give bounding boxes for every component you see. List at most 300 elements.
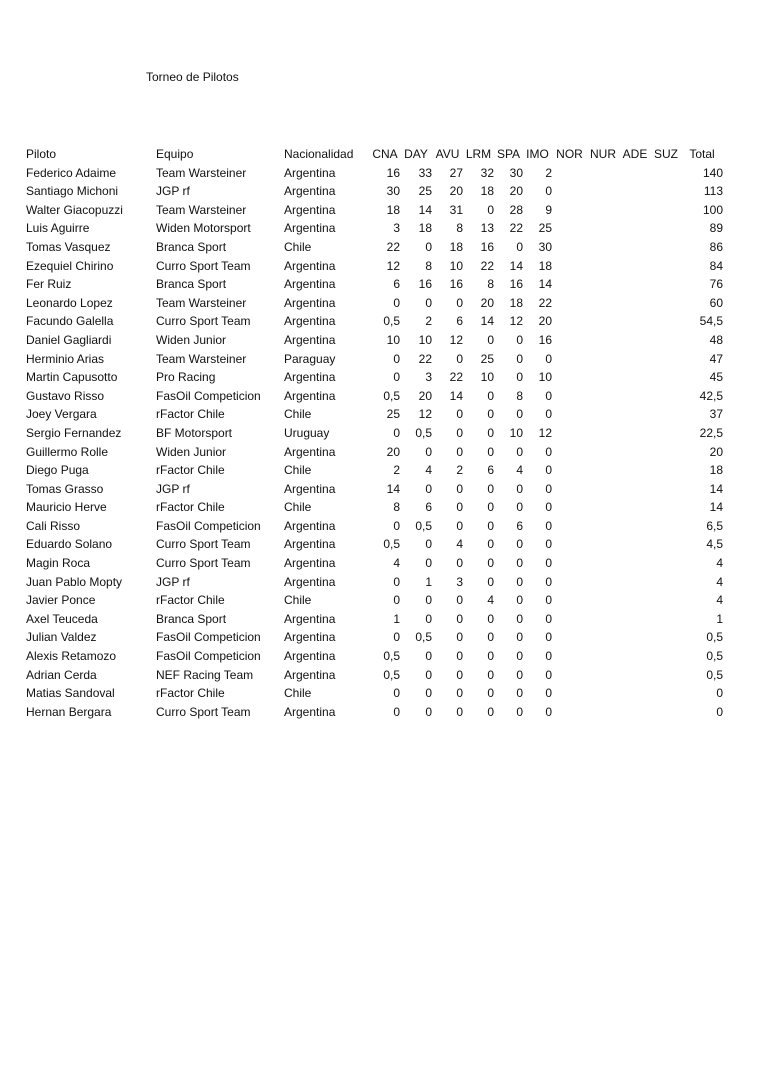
cell-cna: 1 (393, 611, 400, 626)
cell-cna: 16 (386, 165, 400, 180)
cell-piloto: Julian Valdez (26, 630, 97, 645)
table-row (24, 443, 723, 462)
cell-lrm: 0 (487, 388, 494, 403)
cell-lrm: 16 (480, 239, 494, 254)
cell-total: 60 (709, 295, 723, 310)
cell-ade (619, 164, 651, 183)
cell-nor (552, 684, 587, 703)
cell-suz (651, 424, 681, 443)
cell-piloto: Joey Vergara (26, 407, 97, 422)
cell-imo: 0 (545, 407, 552, 422)
cell-spa: 0 (516, 407, 523, 422)
cell-cna: 18 (386, 202, 400, 217)
cell-ade (619, 573, 651, 592)
table-row (24, 275, 723, 294)
cell-lrm: 25 (480, 351, 494, 366)
cell-nor (552, 368, 587, 387)
cell-equipo: FasOil Competicion (156, 630, 261, 645)
cell-nacionalidad: Argentina (284, 611, 336, 626)
cell-piloto: Gustavo Risso (26, 388, 105, 403)
table-row (24, 350, 723, 369)
cell-piloto: Leonardo Lopez (26, 295, 113, 310)
cell-nur (587, 294, 619, 313)
cell-equipo: FasOil Competicion (156, 518, 261, 533)
cell-equipo: Team Warsteiner (156, 351, 247, 366)
cell-ade (619, 275, 651, 294)
header-spa: SPA (496, 147, 521, 161)
cell-ade (619, 703, 651, 722)
cell-spa: 30 (509, 165, 523, 180)
cell-imo: 0 (545, 667, 552, 682)
cell-ade (619, 424, 651, 443)
cell-imo: 22 (538, 295, 552, 310)
cell-spa: 12 (509, 314, 523, 329)
cell-suz (651, 387, 681, 406)
cell-nor (552, 312, 587, 331)
standings-table (24, 145, 723, 721)
cell-nur (587, 610, 619, 629)
cell-imo: 0 (545, 444, 552, 459)
cell-cna: 0 (393, 295, 400, 310)
cell-total: 0 (716, 704, 723, 719)
cell-nur (587, 164, 619, 183)
cell-lrm: 20 (480, 295, 494, 310)
cell-ade (619, 591, 651, 610)
table-row (24, 424, 723, 443)
cell-lrm: 13 (480, 221, 494, 236)
cell-day: 0 (425, 649, 432, 664)
cell-day: 0 (425, 295, 432, 310)
cell-total: 113 (703, 184, 723, 199)
cell-nur (587, 554, 619, 573)
cell-equipo: Curro Sport Team (156, 314, 251, 329)
cell-total: 14 (709, 500, 723, 515)
cell-cna: 22 (386, 239, 400, 254)
cell-piloto: Alexis Retamozo (26, 649, 117, 664)
header-cna: CNA (372, 147, 398, 161)
cell-suz (651, 443, 681, 462)
cell-nur (587, 201, 619, 220)
cell-spa: 0 (516, 593, 523, 608)
cell-avu: 8 (456, 221, 463, 236)
header-imo: IMO (526, 147, 549, 161)
cell-nacionalidad: Chile (284, 686, 312, 701)
cell-nor (552, 201, 587, 220)
header-day: DAY (404, 147, 428, 161)
cell-avu: 0 (456, 611, 463, 626)
cell-equipo: Pro Racing (156, 370, 216, 385)
cell-avu: 16 (449, 277, 463, 292)
cell-cna: 0,5 (383, 537, 400, 552)
cell-avu: 0 (456, 481, 463, 496)
cell-cna: 12 (386, 258, 400, 273)
cell-nur (587, 535, 619, 554)
cell-lrm: 6 (487, 463, 494, 478)
table-row (24, 331, 723, 350)
cell-lrm: 0 (487, 704, 494, 719)
table-row (24, 182, 723, 201)
cell-suz (651, 684, 681, 703)
cell-suz (651, 535, 681, 554)
cell-ade (619, 312, 651, 331)
cell-nur (587, 238, 619, 257)
cell-cna: 8 (393, 500, 400, 515)
cell-nor (552, 498, 587, 517)
cell-total: 140 (702, 165, 723, 180)
cell-piloto: Fer Ruiz (26, 277, 72, 292)
cell-cna: 0 (393, 518, 400, 533)
cell-spa: 0 (516, 574, 523, 589)
cell-spa: 0 (516, 332, 523, 347)
cell-total: 4 (716, 556, 723, 571)
header-nacionalidad: Nacionalidad (284, 147, 354, 161)
cell-nor (552, 461, 587, 480)
cell-avu: 10 (449, 258, 463, 273)
cell-piloto: Daniel Gagliardi (26, 332, 112, 347)
cell-ade (619, 610, 651, 629)
cell-nur (587, 517, 619, 536)
cell-total: 42,5 (699, 388, 723, 403)
cell-suz (651, 666, 681, 685)
cell-nur (587, 703, 619, 722)
cell-spa: 8 (516, 388, 523, 403)
cell-nor (552, 257, 587, 276)
cell-lrm: 14 (480, 314, 494, 329)
table-row (24, 368, 723, 387)
cell-day: 6 (425, 500, 432, 515)
cell-suz (651, 480, 681, 499)
cell-piloto: Walter Giacopuzzi (26, 202, 123, 217)
cell-ade (619, 182, 651, 201)
cell-lrm: 0 (487, 556, 494, 571)
cell-total: 4 (716, 593, 723, 608)
cell-lrm: 4 (487, 593, 494, 608)
cell-day: 0 (425, 239, 432, 254)
cell-day: 0 (425, 593, 432, 608)
cell-piloto: Federico Adaime (26, 165, 117, 180)
cell-nur (587, 312, 619, 331)
cell-spa: 4 (516, 463, 523, 478)
cell-nur (587, 368, 619, 387)
cell-total: 47 (709, 351, 723, 366)
cell-equipo: JGP rf (156, 574, 190, 589)
cell-lrm: 0 (487, 425, 494, 440)
cell-suz (651, 219, 681, 238)
cell-nur (587, 591, 619, 610)
cell-equipo: FasOil Competicion (156, 388, 261, 403)
cell-ade (619, 498, 651, 517)
cell-spa: 0 (516, 537, 523, 552)
cell-avu: 0 (456, 500, 463, 515)
cell-cna: 0,5 (383, 388, 400, 403)
cell-nacionalidad: Argentina (284, 332, 336, 347)
cell-imo: 0 (545, 574, 552, 589)
cell-day: 0 (425, 667, 432, 682)
cell-cna: 0 (393, 630, 400, 645)
cell-piloto: Guillermo Rolle (26, 444, 109, 459)
cell-avu: 0 (456, 593, 463, 608)
cell-day: 20 (418, 388, 432, 403)
cell-imo: 0 (545, 686, 552, 701)
cell-imo: 0 (545, 388, 552, 403)
cell-ade (619, 684, 651, 703)
cell-suz (651, 238, 681, 257)
cell-total: 22,5 (699, 425, 723, 440)
cell-avu: 0 (456, 518, 463, 533)
cell-spa: 18 (509, 295, 523, 310)
header-nor: NOR (556, 147, 583, 161)
cell-equipo: Widen Junior (156, 332, 227, 347)
cell-spa: 0 (516, 481, 523, 496)
cell-equipo: Curro Sport Team (156, 537, 251, 552)
table-row (24, 684, 723, 703)
cell-nor (552, 480, 587, 499)
cell-piloto: Santiago Michoni (26, 184, 119, 199)
cell-cna: 6 (393, 277, 400, 292)
cell-nacionalidad: Argentina (284, 202, 336, 217)
cell-total: 76 (709, 277, 723, 292)
cell-spa: 0 (516, 370, 523, 385)
cell-imo: 2 (545, 165, 552, 180)
cell-equipo: Branca Sport (156, 239, 227, 254)
cell-avu: 0 (456, 686, 463, 701)
cell-nor (552, 535, 587, 554)
cell-nor (552, 405, 587, 424)
cell-piloto: Tomas Grasso (26, 481, 104, 496)
cell-suz (651, 461, 681, 480)
cell-spa: 0 (516, 556, 523, 571)
cell-total: 54,5 (699, 314, 723, 329)
cell-imo: 25 (538, 221, 552, 236)
cell-spa: 0 (516, 239, 523, 254)
cell-nacionalidad: Argentina (284, 704, 336, 719)
cell-avu: 0 (456, 556, 463, 571)
cell-suz (651, 275, 681, 294)
cell-lrm: 22 (480, 258, 494, 273)
cell-suz (651, 647, 681, 666)
cell-equipo: Curro Sport Team (156, 704, 251, 719)
cell-day: 0 (425, 444, 432, 459)
cell-nacionalidad: Argentina (284, 667, 336, 682)
cell-imo: 0 (545, 593, 552, 608)
cell-ade (619, 257, 651, 276)
cell-cna: 0 (393, 370, 400, 385)
cell-imo: 16 (538, 332, 552, 347)
cell-equipo: Team Warsteiner (156, 165, 247, 180)
cell-nur (587, 424, 619, 443)
cell-nacionalidad: Argentina (284, 258, 336, 273)
cell-total: 86 (709, 239, 723, 254)
cell-ade (619, 331, 651, 350)
cell-total: 48 (709, 332, 723, 347)
cell-nur (587, 275, 619, 294)
cell-total: 20 (709, 444, 723, 459)
cell-ade (619, 387, 651, 406)
cell-piloto: Eduardo Solano (26, 537, 113, 552)
cell-nur (587, 628, 619, 647)
cell-ade (619, 201, 651, 220)
cell-nur (587, 405, 619, 424)
cell-cna: 0 (393, 704, 400, 719)
cell-lrm: 0 (487, 649, 494, 664)
cell-suz (651, 350, 681, 369)
cell-equipo: JGP rf (156, 184, 190, 199)
cell-cna: 0 (393, 425, 400, 440)
cell-lrm: 10 (480, 370, 494, 385)
cell-avu: 22 (449, 370, 463, 385)
cell-nacionalidad: Argentina (284, 295, 336, 310)
cell-nor (552, 331, 587, 350)
cell-total: 6,5 (706, 518, 723, 533)
cell-nacionalidad: Argentina (284, 388, 336, 403)
cell-imo: 0 (545, 630, 552, 645)
cell-ade (619, 554, 651, 573)
cell-avu: 4 (456, 537, 463, 552)
cell-avu: 0 (456, 704, 463, 719)
cell-nacionalidad: Chile (284, 500, 312, 515)
cell-equipo: Team Warsteiner (156, 202, 247, 217)
cell-cna: 0,5 (383, 314, 400, 329)
cell-lrm: 0 (487, 630, 494, 645)
cell-nor (552, 628, 587, 647)
cell-avu: 0 (456, 630, 463, 645)
cell-equipo: rFactor Chile (156, 593, 225, 608)
table-row (24, 610, 723, 629)
cell-suz (651, 312, 681, 331)
cell-day: 10 (418, 332, 432, 347)
table-row (24, 238, 723, 257)
cell-avu: 2 (456, 463, 463, 478)
cell-nor (552, 610, 587, 629)
cell-imo: 18 (538, 258, 552, 273)
cell-cna: 0 (393, 686, 400, 701)
cell-total: 0,5 (706, 630, 723, 645)
cell-nor (552, 517, 587, 536)
cell-nor (552, 164, 587, 183)
cell-suz (651, 498, 681, 517)
cell-nor (552, 647, 587, 666)
cell-suz (651, 257, 681, 276)
cell-equipo: Curro Sport Team (156, 556, 251, 571)
cell-nacionalidad: Chile (284, 463, 312, 478)
cell-suz (651, 517, 681, 536)
cell-total: 84 (709, 258, 723, 273)
cell-cna: 0,5 (383, 649, 400, 664)
table-row (24, 480, 723, 499)
cell-day: 16 (418, 277, 432, 292)
cell-ade (619, 405, 651, 424)
cell-nor (552, 350, 587, 369)
cell-ade (619, 219, 651, 238)
cell-equipo: Branca Sport (156, 611, 227, 626)
cell-nacionalidad: Chile (284, 239, 312, 254)
cell-spa: 0 (516, 630, 523, 645)
cell-nur (587, 480, 619, 499)
cell-avu: 0 (456, 649, 463, 664)
cell-nur (587, 331, 619, 350)
cell-ade (619, 294, 651, 313)
cell-equipo: Curro Sport Team (156, 258, 251, 273)
cell-cna: 2 (393, 463, 400, 478)
cell-day: 14 (418, 202, 432, 217)
cell-nacionalidad: Argentina (284, 649, 336, 664)
cell-piloto: Luis Aguirre (26, 221, 90, 236)
cell-ade (619, 628, 651, 647)
cell-suz (651, 610, 681, 629)
cell-day: 33 (418, 165, 432, 180)
cell-day: 1 (425, 574, 432, 589)
cell-avu: 31 (449, 202, 463, 217)
cell-nacionalidad: Argentina (284, 518, 336, 533)
cell-spa: 0 (516, 649, 523, 664)
cell-ade (619, 461, 651, 480)
cell-nacionalidad: Argentina (284, 556, 336, 571)
cell-lrm: 0 (487, 407, 494, 422)
cell-lrm: 18 (480, 184, 494, 199)
cell-piloto: Facundo Galella (26, 314, 114, 329)
cell-nur (587, 461, 619, 480)
cell-spa: 0 (516, 686, 523, 701)
header-equipo: Equipo (156, 147, 194, 161)
cell-piloto: Juan Pablo Mopty (26, 574, 123, 589)
cell-imo: 0 (545, 481, 552, 496)
cell-total: 0,5 (706, 649, 723, 664)
cell-total: 18 (709, 463, 723, 478)
header-nur: NUR (590, 147, 616, 161)
cell-day: 12 (418, 407, 432, 422)
cell-piloto: Diego Puga (26, 463, 89, 478)
cell-spa: 0 (516, 351, 523, 366)
cell-imo: 9 (545, 202, 552, 217)
table-row (24, 703, 723, 722)
cell-piloto: Javier Ponce (26, 593, 96, 608)
cell-nur (587, 647, 619, 666)
cell-piloto: Tomas Vasquez (26, 239, 111, 254)
cell-ade (619, 647, 651, 666)
cell-equipo: Widen Motorsport (156, 221, 251, 236)
cell-lrm: 0 (487, 611, 494, 626)
cell-imo: 0 (545, 500, 552, 515)
table-row (24, 628, 723, 647)
table-row (24, 647, 723, 666)
cell-cna: 10 (386, 332, 400, 347)
cell-nur (587, 387, 619, 406)
cell-nacionalidad: Argentina (284, 165, 336, 180)
cell-suz (651, 591, 681, 610)
cell-cna: 3 (393, 221, 400, 236)
page-title: Torneo de Pilotos (146, 70, 239, 84)
cell-day: 0 (425, 481, 432, 496)
header-lrm: LRM (465, 147, 492, 161)
cell-ade (619, 480, 651, 499)
cell-lrm: 8 (487, 277, 494, 292)
cell-nur (587, 573, 619, 592)
table-row (24, 461, 723, 480)
cell-lrm: 0 (487, 667, 494, 682)
cell-day: 0 (425, 686, 432, 701)
cell-spa: 0 (516, 444, 523, 459)
cell-nacionalidad: Chile (284, 593, 312, 608)
cell-lrm: 32 (480, 165, 494, 180)
cell-cna: 0 (393, 351, 400, 366)
cell-equipo: rFactor Chile (156, 463, 225, 478)
cell-piloto: Magin Roca (26, 556, 91, 571)
table-row (24, 405, 723, 424)
cell-nacionalidad: Argentina (284, 481, 336, 496)
cell-equipo: Widen Junior (156, 444, 227, 459)
cell-total: 0,5 (706, 667, 723, 682)
cell-avu: 0 (456, 351, 463, 366)
